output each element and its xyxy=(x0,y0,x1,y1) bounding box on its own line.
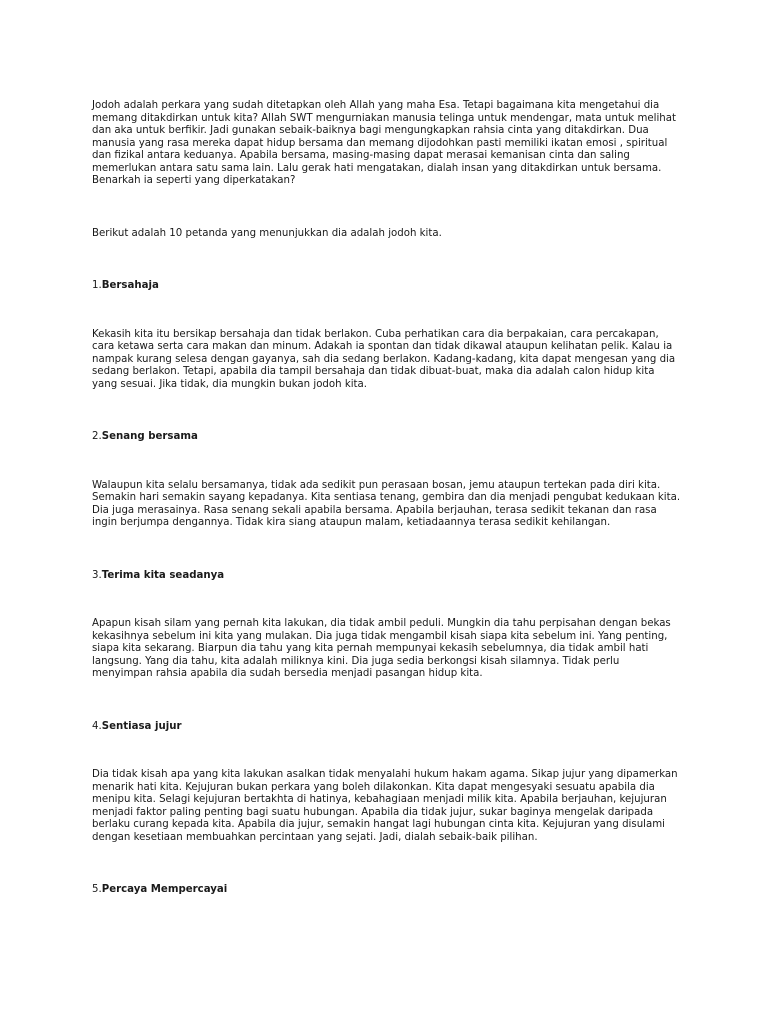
section-title: Sentiasa jujur xyxy=(101,720,182,732)
section-number: 4. xyxy=(92,720,102,732)
section-number: 5. xyxy=(92,884,102,895)
section-body-2: Walaupun kita selalu bersamanya, tidak ada sedikit pun perasaan bosan, jemu ataupun tertekan pada diri kita. Semakin hari semakin sayang kepadanya. Kita sentiasa tenang, gembira dan dia menjadi pengubat kedukaan kita. Dia juga merasainya. Rasa senang sekali apabila bersama. Apabila berjauhan, terasa sedikit tekanan dan rasa ingin berjumpa dengannya. Tidak kira siang ataupun malam, ketiadaannya terasa sedikit kehilangan. xyxy=(92,479,681,528)
section-title: Percaya Mempercayai xyxy=(101,884,228,895)
section-title: Bersahaja xyxy=(101,280,159,291)
intro-paragraph: Jodoh adalah perkara yang sudah ditetapkan oleh Allah yang maha Esa. Tetapi bagaimana kita mengetahui dia memang ditakdirkan untuk kita? Allah SWT mengurniakan manusia telinga untuk mendengar, mata untuk melihat dan aka untuk berfikir. Jadi gunakan sebaik-baiknya bagi mengungkapkan rahsia cinta yang ditakdirkan. Dua manusia yang rasa mereka dapat hidup bersama dan memang dijodohkan pasti memiliki ikatan emosi , spiritual dan fizikal antara keduanya. Apabila bersama, masing-masing dapat merasai kemanisan cinta dan saling memerlukan antara satu sama lain. Lalu gerak hati mengatakan, dialah insan yang ditakdirkan untuk bersama. Benarkah ia seperti yang diperkatakan? xyxy=(92,100,676,186)
section-heading-1 xyxy=(92,280,682,293)
intro-list-paragraph: Berikut adalah 10 petanda yang menunjukkan dia adalah jodoh kita. xyxy=(92,227,442,239)
section-body-1: Kekasih kita itu bersikap bersahaja dan tidak berlakon. Cuba perhatikan cara dia berpakaian, cara percakapan, cara ketawa serta cara makan dan minum. Adakah ia spontan dan tidak dikawal ataupun kelihatan pelik. Kalau ia nampak kurang selesa dengan gayanya, sah dia sedang berlakon. Kadang-kadang, kita dapat mengesan yang dia sedang berlakon. Tetapi, apabila dia tampil bersahaja dan tidak dibuat-buat, maka dia adalah calon hidup kita yang sesuai. Jika tidak, dia mungkin bukan jodoh kita. xyxy=(92,328,676,390)
section-heading-3 xyxy=(92,570,682,583)
document-body xyxy=(92,100,682,897)
section-body-3: Apapun kisah silam yang pernah kita lakukan, dia tidak ambil peduli. Mungkin dia tahu perpisahan dengan bekas kekasihnya sebelum ini kita yang mulakan. Dia juga tidak mengambil kisah siapa kita sebelum ini. Yang penting, siapa kita sekarang. Biarpun dia tahu yang kita pernah mempunyai kekasih sebelumnya, dia tidak ambil hati langsung. Yang dia tahu, kita adalah miliknya kini. Dia juga sedia berkongsi kisah silamnya. Tidak perlu menyimpan rahsia apabila dia sudah bersedia menjadi pasangan hidup kita. xyxy=(92,618,671,679)
section-title: Senang bersama xyxy=(101,431,198,442)
section-body-4: Dia tidak kisah apa yang kita lakukan asalkan tidak menyalahi hukum hakam agama. Sikap jujur yang dipamerkan menarik hati kita. Kejujuran bukan perkara yang boleh dilakonkan. Kita dapat mengesyaki sesuatu apabila dia menipu kita. Selagi kejujuran bertakhta di hatinya, kebahagiaan menjadi milik kita. Apabila berjauhan, kejujuran menjadi faktor paling penting bagi suatu hubungan. Apabila dia tidak jujur, sukar baginya mengelak daripada berlaku curang kepada kita. Apabila dia jujur, semakin hangat lagi hubungan cinta kita. Kejujuran yang disulami dengan kesetiaan membuahkan percintaan yang sejati. Jadi, dialah sebaik-baik pilihan. xyxy=(92,769,678,843)
section-number: 3. xyxy=(92,569,102,581)
section-heading-5 xyxy=(92,884,682,897)
section-heading-4 xyxy=(92,721,682,734)
section-heading-2 xyxy=(92,431,682,444)
section-number: 2. xyxy=(92,431,102,442)
section-title: Terima kita seadanya xyxy=(101,569,225,581)
section-number: 1. xyxy=(92,280,102,291)
